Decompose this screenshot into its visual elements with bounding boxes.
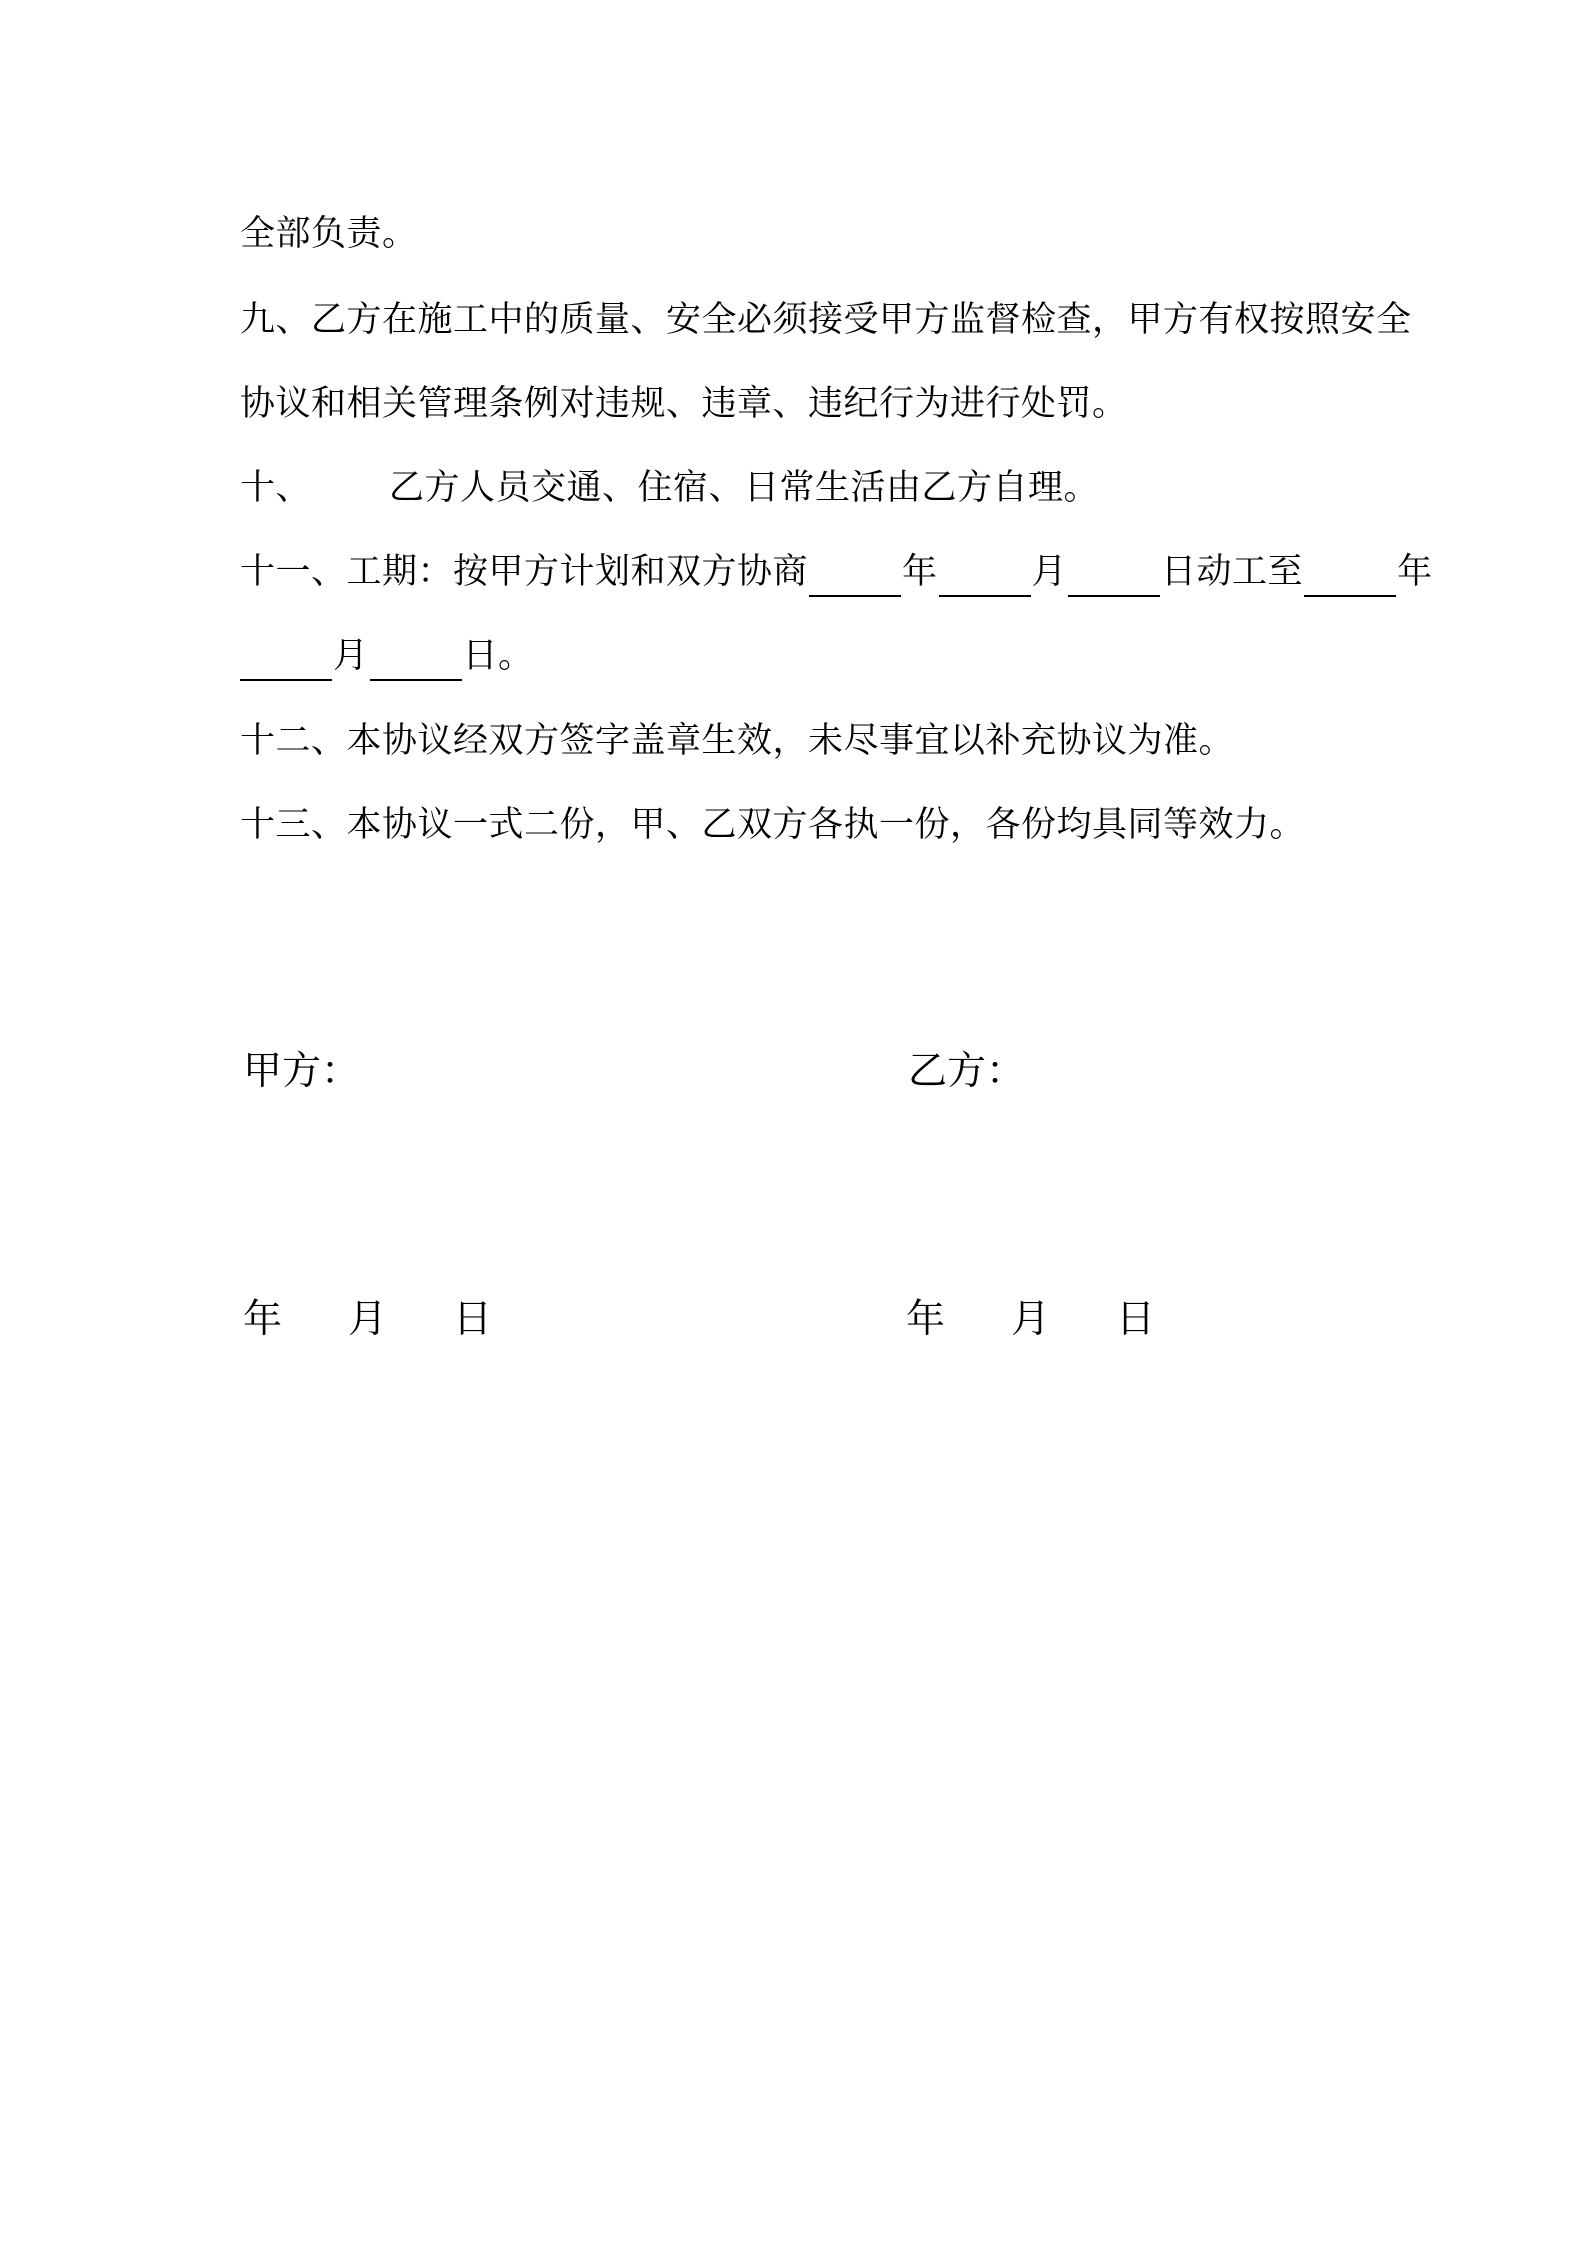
clause-eleven-line-1	[240, 547, 1433, 597]
start-day-blank[interactable]	[1068, 559, 1160, 597]
end-year-label: 年	[1397, 552, 1433, 592]
start-year-label: 年	[902, 552, 938, 592]
clause-eleven-intro: 十一、工期：按甲方计划和双方协商	[240, 552, 809, 592]
start-month-label: 月	[1031, 552, 1068, 592]
party-a-date-month: 月	[348, 1297, 388, 1342]
clause-nine-line-1: 九、乙方在施工中的质量、安全必须接受甲方监督检查，甲方有权按照安全	[240, 300, 1412, 340]
party-a-date-day: 日	[453, 1297, 493, 1342]
clause-thirteen: 十三、本协议一式二份，甲、乙双方各执一份，各份均具同等效力。	[240, 805, 1306, 845]
end-month-blank[interactable]	[240, 643, 332, 681]
clause-eleven-line-2	[240, 631, 534, 681]
end-day-label: 日。	[462, 636, 534, 676]
clause-ten-number: 十、	[240, 468, 312, 508]
clause-nine-line-2: 协议和相关管理条例对违规、违章、违纪行为进行处罚。	[240, 384, 1128, 424]
end-day-blank[interactable]	[370, 643, 462, 681]
party-a-signature-label: 甲方：	[243, 1049, 361, 1094]
party-b-date-day: 日	[1116, 1297, 1156, 1342]
party-b-date	[906, 1292, 1155, 1348]
start-month-blank[interactable]	[939, 559, 1031, 597]
paragraph-continuation: 全部负责。	[240, 214, 418, 254]
clause-ten	[240, 463, 1099, 513]
party-a-date-year: 年	[243, 1297, 283, 1342]
party-a-date	[243, 1292, 492, 1348]
start-day-label: 日动工至	[1161, 552, 1304, 592]
party-b-signature-label: 乙方：	[908, 1049, 1026, 1094]
clause-ten-text: 乙方人员交通、住宿、日常生活由乙方自理。	[389, 468, 1100, 508]
party-b-date-month: 月	[1011, 1297, 1051, 1342]
clause-twelve: 十二、本协议经双方签字盖章生效，未尽事宜以补充协议为准。	[240, 721, 1235, 761]
party-b-date-year: 年	[906, 1297, 946, 1342]
start-year-blank[interactable]	[809, 559, 901, 597]
end-month-label: 月	[333, 636, 369, 676]
end-year-blank[interactable]	[1304, 559, 1396, 597]
